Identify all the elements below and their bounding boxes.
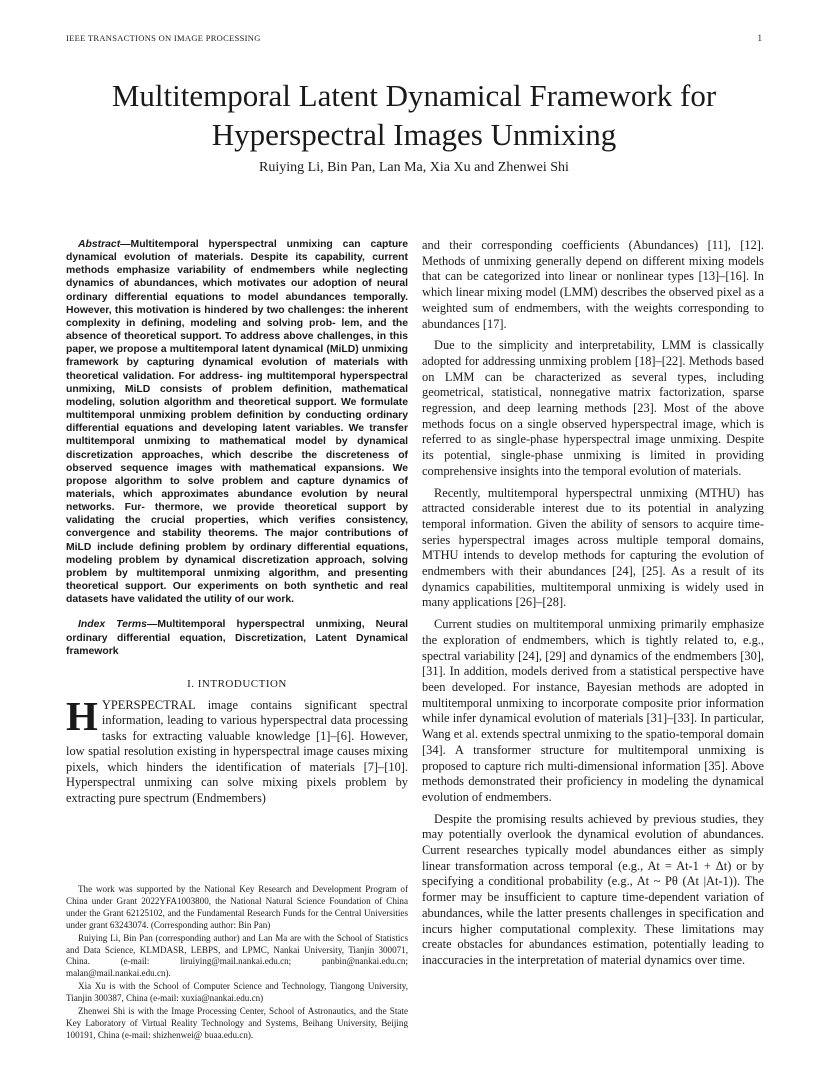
- footnotes: [66, 884, 408, 1043]
- footnote-affiliation-3: Zhenwei Shi is with the Image Processing Center, School of Astronautics, and the State Key Laboratory of Virtual Reality Technology and Systems, Beihang University, Beijing 100191, China (e-mail: shizhenwei@ buaa.edu.cn).: [66, 1006, 408, 1040]
- index-terms-text: —Multitemporal hyperspectral unmixing, Neural ordinary differential equation, Discretization, Latent Dynamical framework: [66, 619, 408, 657]
- abstract-text: —Multitemporal hyperspectral unmixing can capture dynamical evolution of materials. Despite its capability, current methods emphasize variability of endmembers while neglecting dynamics of abundances, which motivates our adoption of neural ordinary differential equations to model abundances temporally. However, this motivation is hindered by two challenges: the inherent complexity in defining, modeling and solving prob- lem, and the absence of theoretical support. To address above challenges, in this paper, we propose a multitemporal latent dynamical (MiLD) unmixing framework by capturing dynamical evolution of materials with theoretical validation. For address- ing multitemporal hyperspectral unmixing, MiLD consists of problem definition, mathematical modeling, solution algorithm and theoretical support. We formulate multitemporal unmixing problem definition by conducting ordinary differential equations and developing latent variables. We transfer multitemporal unmixing to mathematical model by dynamical discretization approaches, which describe the discreteness of observed sequence images with mathematical expansions. We propose algorithm to solve problem and capture dynamics of materials, which approximates abundance evolution by neural networks. Fur- thermore, we provide theoretical support by validating the crucial properties, which verifies consistency, convergence and stability theorems. The major contributions of MiLD include defining problem by ordinary differential equations, modeling problem by dynamical discretization approach, solving problem by multitemporal unmixing algorithm, and presenting theoretical support. Our experiments on both synthetic and real datasets have validated the utility of our work.: [66, 239, 408, 606]
- drop-cap: H: [66, 692, 98, 739]
- index-terms-lead: Index Terms: [78, 619, 147, 631]
- footnote-affiliation-2: Xia Xu is with the School of Computer Science and Technology, Tiangong University, Tianjin 300387, China (e-mail: xuxia@nankai.edu.cn): [66, 981, 408, 1004]
- section-heading-introduction: I. INTRODUCTION: [187, 677, 287, 690]
- paragraph: Due to the simplicity and interpretability, LMM is classically adopted for addressing unmixing problem [18]–[22]. Methods based on LMM can be characterized as several types, including geometrical, statistical, nonnegative matrix factorization, sparse regression, and deep learning methods [23]. Most of the above methods focus on a single observed hyperspectral image, which is referred to as single-phase hyperspectral image unmixing. Despite its potential, single-phase unmixing is limited in providing comprehensive insights into the temporal evolution of materials.: [422, 338, 764, 478]
- paper-title: Multitemporal Latent Dynamical Framework for Hyperspectral Images Unmixing: [111, 78, 717, 152]
- right-column: [422, 238, 764, 975]
- author-list: Ruiying Li, Bin Pan, Lan Ma, Xia Xu and Zhenwei Shi: [259, 160, 569, 175]
- journal-header: IEEE TRANSACTIONS ON IMAGE PROCESSING: [66, 33, 261, 43]
- abstract: [66, 238, 408, 606]
- paragraph: and their corresponding coefficients (Abundances) [11], [12]. Methods of unmixing generally depend on different mixing models that can be categorized into linear or nonlinear types [13]–[16]. In which linear mixing model (LMM) describes the observed pixel as a weighted sum of endmembers, with the weights corresponding to abundances [17].: [422, 238, 764, 331]
- paragraph: Despite the promising results achieved by previous studies, they may potentially overlook the dynamical evolution of abundances. Current researches typically model abundances either as simply linear transformation across temporal (e.g., At = At-1 + Δt) or by specifying a conditional probability (e.g., At ~ Pθ (At |At-1)). The former may be insufficient to capture time-dependent variation of abundances, while the latter presents challenges in specification and incurs higher computational complexity. These limitations may create obstacles for abundances estimation, potentially leading to inaccuracies in the interpretation of material dynamics over time.: [422, 811, 764, 967]
- paragraph: Recently, multitemporal hyperspectral unmixing (MTHU) has attracted considerable interest due to its potential in analyzing temporal information. Given the ability of sensors to acquire time-series hyperspectral images across multiple temporal domains, MTHU intends to develop methods for capturing the evolution of endmembers with their abundances [24], [25]. As a result of its dynamics capabilities, multitemporal unmixing is widely used in many applications [26]–[28].: [422, 485, 764, 610]
- footnote-affiliation-1: Ruiying Li, Bin Pan (corresponding author) and Lan Ma are with the School of Statistics and Data Science, KLMDASR, LEBPS, and LPMC, Nankai University, Tianjin 300071, China. (e-mail: liruiying@mail.nankai.edu.cn; panbin@nankai.edu.cn; malan@mail.nankai.edu.cn).: [66, 932, 408, 979]
- introduction-text: YPERSPECTRAL image contains significant spectral information, leading to various hyperspectral data processing tasks for extracting valuable knowledge [1]–[6]. However, low spatial resolution existing in hyperspectral image causes mixing pixels, which hinders the identification of materials [7]–[10]. Hyperspectral unmixing can solve mixing pixels problem by extracting pure spectrum (Endmembers): [66, 697, 408, 805]
- left-column: [66, 238, 408, 806]
- page-number: 1: [757, 33, 762, 43]
- paragraph: Current studies on multitemporal unmixing primarily emphasize the exploration of endmembers, which is tightly related to, e.g., spectral variability [24], [29] and dynamics of the endmembers [30], [31]. In addition, models derived from a statistical perspective have been developed. For instance, Bayesian methods are adopted in multitemporal unmixing to incorporate composite prior information while infer dynamical evolution of materials [31]–[33]. In particular, Wang et al. extends spectral unmixing to the spatio-temporal domain [34]. A transformer structure for multitemporal unmixing is proposed to capture rich multi-dimensional information [35]. Above methods demonstrated their proficiency in modeling the dynamical evolution of endmembers.: [422, 617, 764, 804]
- index-terms: [66, 618, 408, 657]
- introduction-paragraph: [66, 692, 408, 807]
- abstract-lead: Abstract: [78, 239, 121, 250]
- footnote-funding: The work was supported by the National Key Research and Development Program of China under Grant 2022YFA1003800, the National Natural Science Foundation of China under the Grant 62125102, and the Fundamental Research Funds for the Central Universities under grant 63243074. (Corresponding author: Bin Pan): [66, 884, 408, 930]
